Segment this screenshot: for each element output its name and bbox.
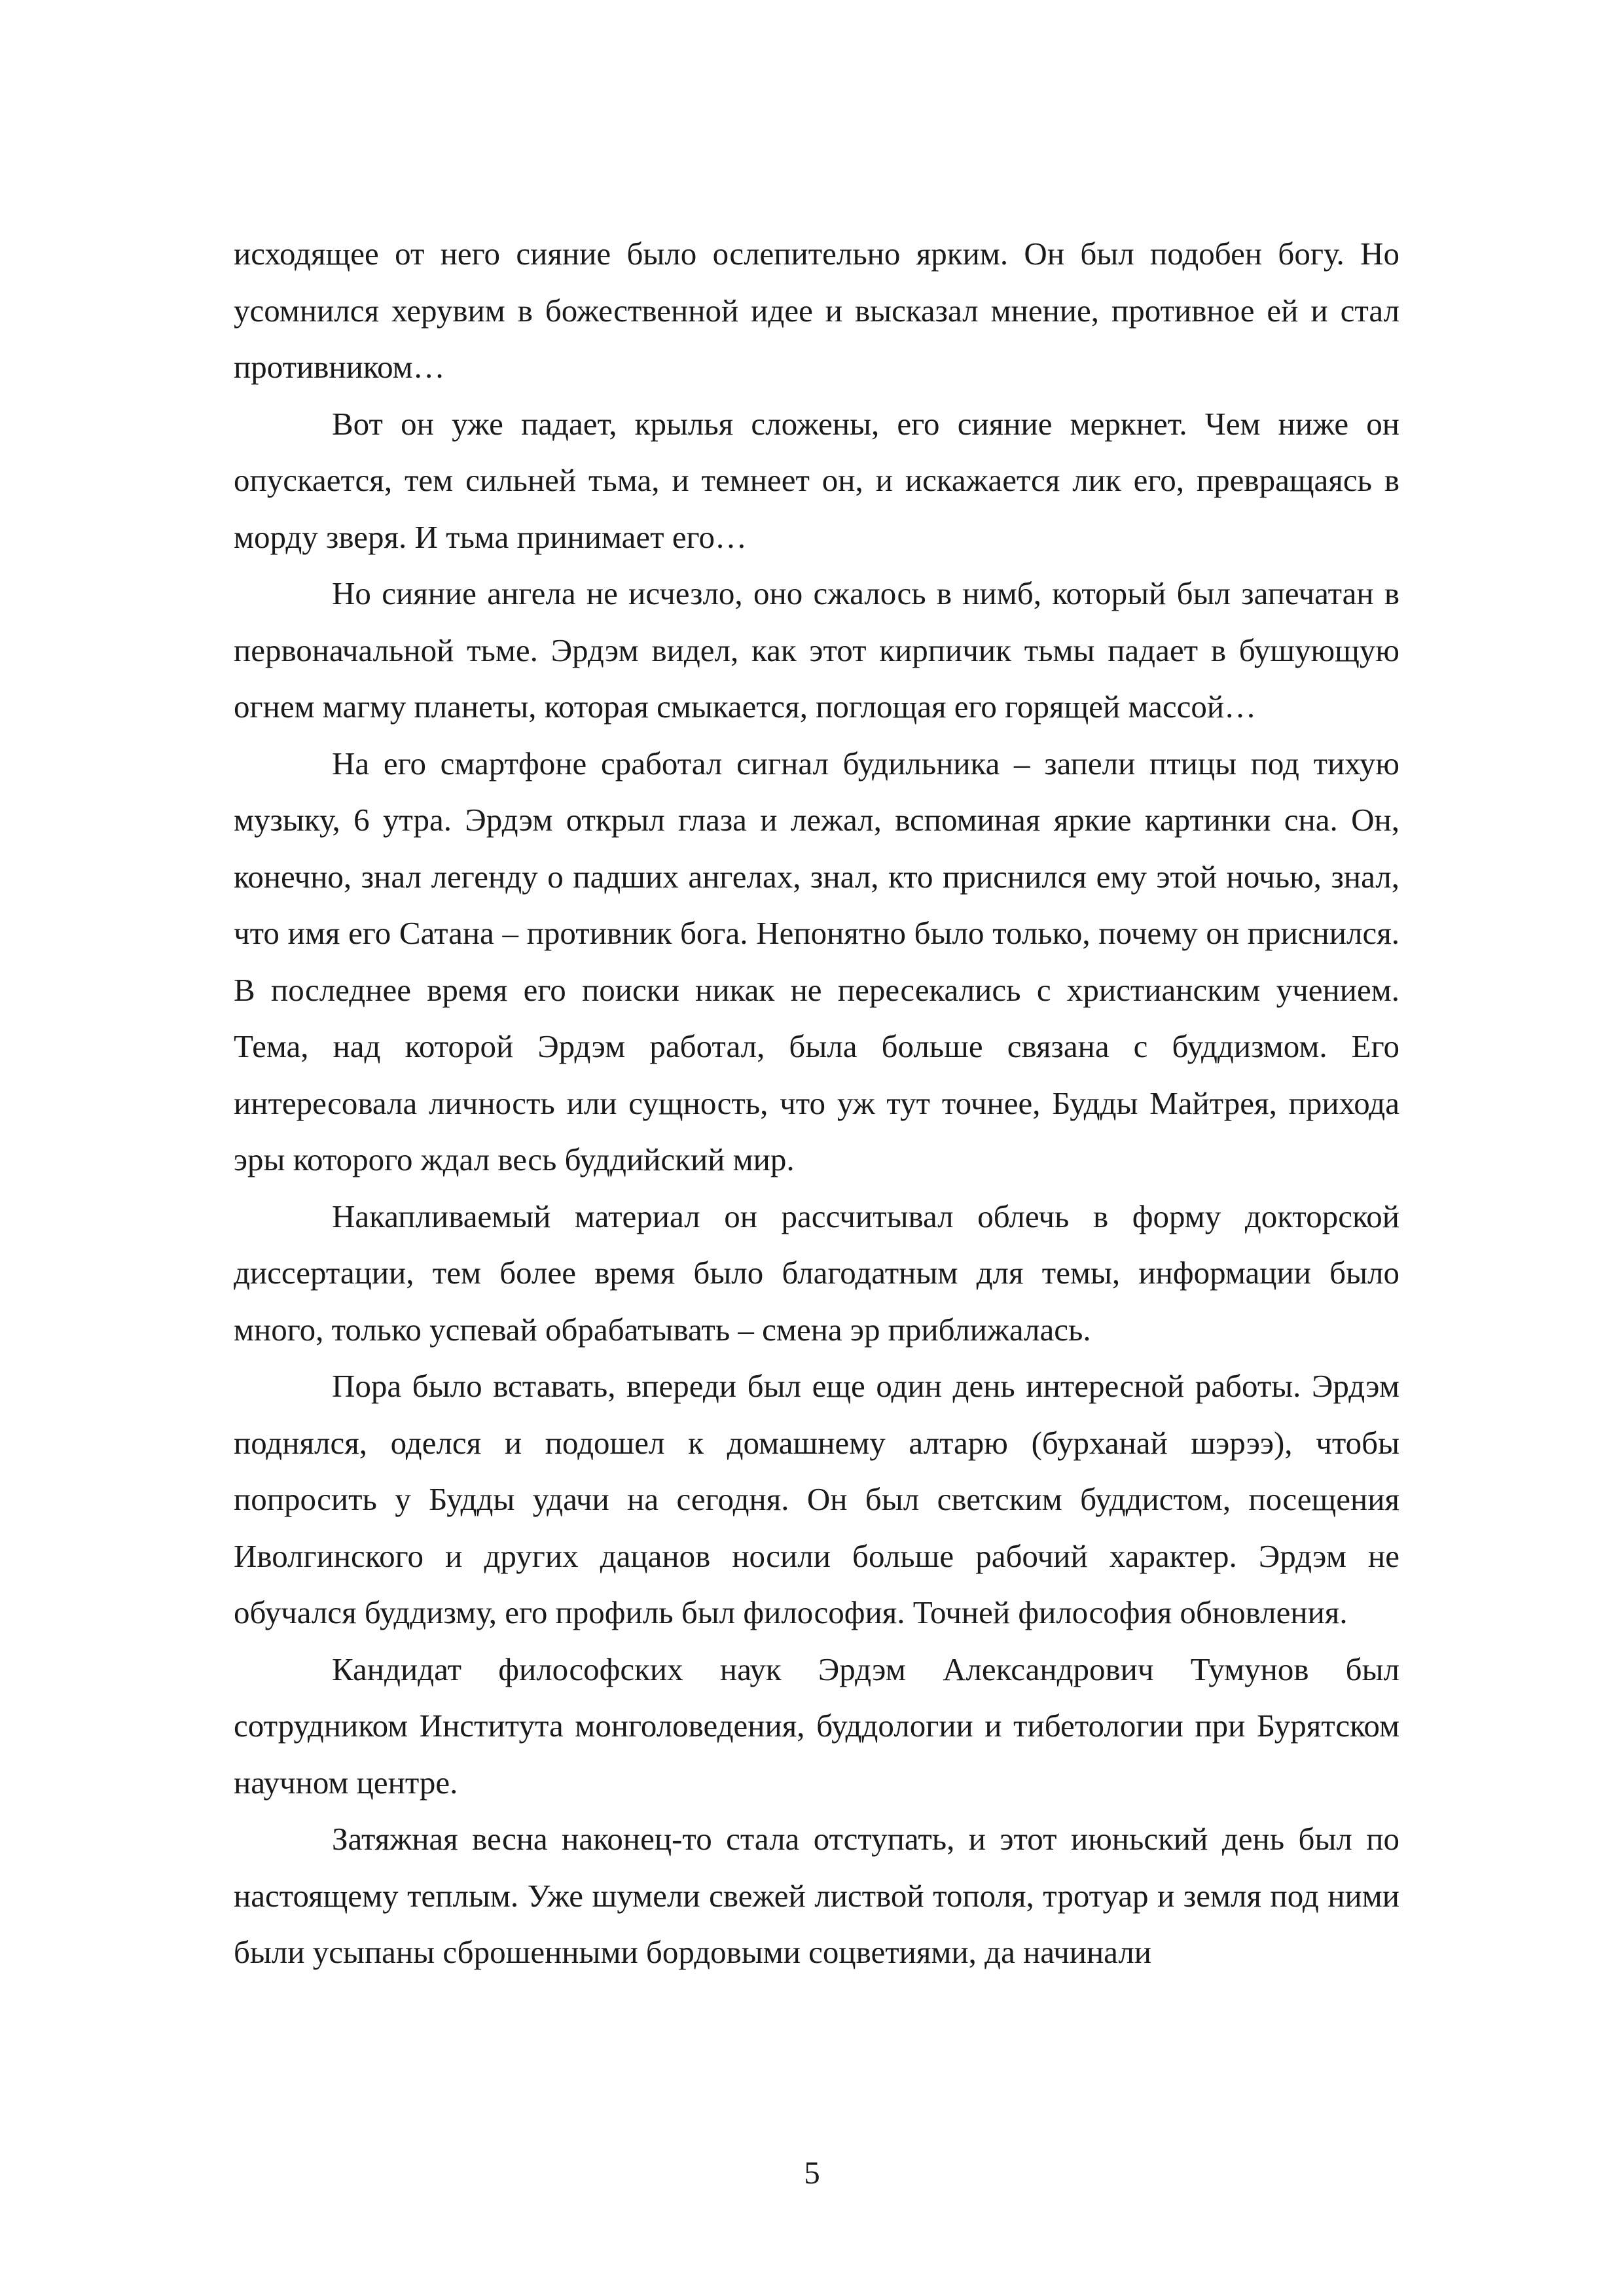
paragraph-dissertation: Накапливаемый материал он рассчитывал облечь в форму докторской диссертации, тем более время было благодатным для темы, информации было много, только успевай обрабатывать – смена эр приближалась.: [234, 1198, 1399, 1348]
paragraph-candidate: Кандидат философских наук Эрдэм Александрович Тумунов был сотрудником Института монголоведения, буддологии и тибетологии при Бурятском научном центре.: [234, 1651, 1399, 1801]
paragraph-falling-cherub: Вот он уже падает, крылья сложены, его сияние меркнет. Чем ниже он опускается, тем сильней тьма, и темнеет он, и искажается лик его, превращаясь в морду зверя. И тьма принимает его…: [234, 405, 1399, 555]
paragraph-continuation: исходящее от него сияние было ослепительно ярким. Он был подобен богу. Но усомнился херувим в божественной идее и высказал мнение, противное ей и стал противником…: [234, 236, 1399, 385]
paragraph-altar: Пора было вставать, впереди был еще один день интересной работы. Эрдэм поднялся, оделся и подошел к домашнему алтарю (бурханай шэрээ), чтобы попросить у Будды удачи на сегодня. Он был светским буддистом, посещения Иволгинского и других дацанов носили больше рабочий характер. Эрдэм не обучался буддизму, его профиль был философия. Точней философия обновления.: [234, 1368, 1399, 1630]
page-number: 5: [804, 2155, 820, 2191]
paragraph-halo-sealed: Но сияние ангела не исчезло, оно сжалось в нимб, который был запечатан в первоначальной тьме. Эрдэм видел, как этот кирпичик тьмы падает в бушующую огнем магму планеты, которая смыкается, поглощая его горящей массой…: [234, 575, 1399, 725]
paragraph-alarm-morning: На его смартфоне сработал сигнал будильника – запели птицы под тихую музыку, 6 утра. Эрдэм открыл глаза и лежал, вспоминая яркие картинки сна. Он, конечно, знал легенду о падших ангелах, знал, кто приснился ему этой ночью, знал, что имя его Сатана – противник бога. Непонятно было только, почему он приснился. В последнее время его поиски никак не пересекались с христианским учением. Тема, над которой Эрдэм работал, была больше связана с буддизмом. Его интересовала личность или сущность, что уж тут точнее, Будды Майтрея, прихода эры которого ждал весь буддийский мир.: [234, 745, 1399, 1177]
paragraph-spring: Затяжная весна наконец-то стала отступать, и этот июньский день был по настоящему теплым. Уже шумели свежей листвой тополя, тротуар и земля под ними были усыпаны сброшенными бордовыми соцветиями, да начинали: [234, 1821, 1399, 1970]
body-text: [234, 226, 1399, 1981]
